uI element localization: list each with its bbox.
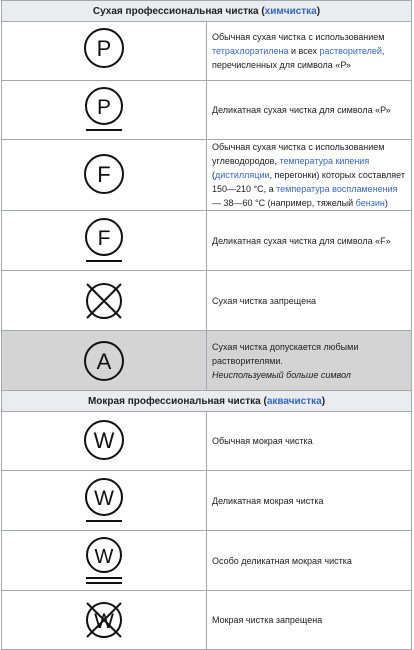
wet-section-title: Мокрая профессиональная чистка [87,395,261,407]
table-row [2,211,412,271]
description: Мокрая чистка запрещена [207,591,412,650]
wet-cleaning-link[interactable]: аквачистка [266,395,322,407]
description: Сухая чистка допускается любыми растворителями. Неиспользуемый больше символ [207,331,412,391]
svg-text:W: W [93,428,115,453]
svg-text:P: P [96,96,112,119]
petrol-link[interactable]: бензин [355,198,385,208]
boiling-point-link[interactable]: температура кипения [279,156,370,166]
description: Деликатная сухая чистка для символа «Р» [207,81,412,140]
svg-text:P: P [96,36,112,61]
circle-w-double-underlined-icon [82,535,126,587]
description: Деликатная мокрая чистка [207,471,412,531]
svg-text:W: W [94,486,114,510]
svg-text:F: F [97,226,111,250]
description: Обычная сухая чистка с использованием тетрахлорэтилена и всех растворителей, перечисленных для символа «Р» [207,22,412,81]
description: Сухая чистка запрещена [207,271,412,331]
circle-f-icon [82,150,126,200]
wet-section-header-row [2,391,412,412]
tetrachloroethylene-link[interactable]: тетрахлорэтилена [212,46,289,56]
care-symbols-table [1,0,412,650]
description: Особо деликатная мокрая чистка [207,531,412,591]
table-row [2,471,412,531]
table-row [2,412,412,471]
svg-text:W: W [94,545,114,568]
svg-text:W: W [94,610,114,633]
dry-cleaning-link[interactable]: химчистка [264,5,317,17]
table-row [2,531,412,591]
circle-a-icon [82,336,126,386]
circle-f-underlined-icon [82,216,126,266]
solvents-link[interactable]: растворителей [319,46,382,56]
dry-section-header-row [2,1,412,22]
svg-text:F: F [97,162,111,187]
dry-section-header: Сухая профессиональная чистка (химчистка) [2,1,412,22]
table-row [2,331,412,391]
table-row [2,81,412,140]
table-row [2,140,412,211]
table-row [2,271,412,331]
description: Обычная мокрая чистка [207,412,412,471]
table-row [2,22,412,81]
description: Деликатная сухая чистка для символа «F» [207,211,412,271]
distillation-link[interactable]: дистилляции [215,170,270,180]
table-row [2,591,412,650]
flash-point-link[interactable]: температура воспламенения [276,184,398,194]
description: Обычная сухая чистка с использованием углеводородов, температура кипения (дистилляции, перегонки) которых составляет 150—210 °С, а температура воспламенения — 38—60 °С (например, тяжелый бензин) [207,140,412,211]
wet-section-header: Мокрая профессиональная чистка (аквачистка) [2,391,412,412]
circle-w-underlined-icon [82,476,126,526]
circle-w-icon [82,416,126,466]
svg-text:A: A [96,348,112,374]
crossed-circle-icon [81,276,127,326]
deprecated-note: Неиспользуемый больше символ [212,369,351,380]
circle-p-icon [82,26,126,76]
dry-section-title: Сухая профессиональная чистка [92,5,259,17]
crossed-circle-w-icon [81,595,127,645]
circle-p-underlined-icon [82,85,126,135]
